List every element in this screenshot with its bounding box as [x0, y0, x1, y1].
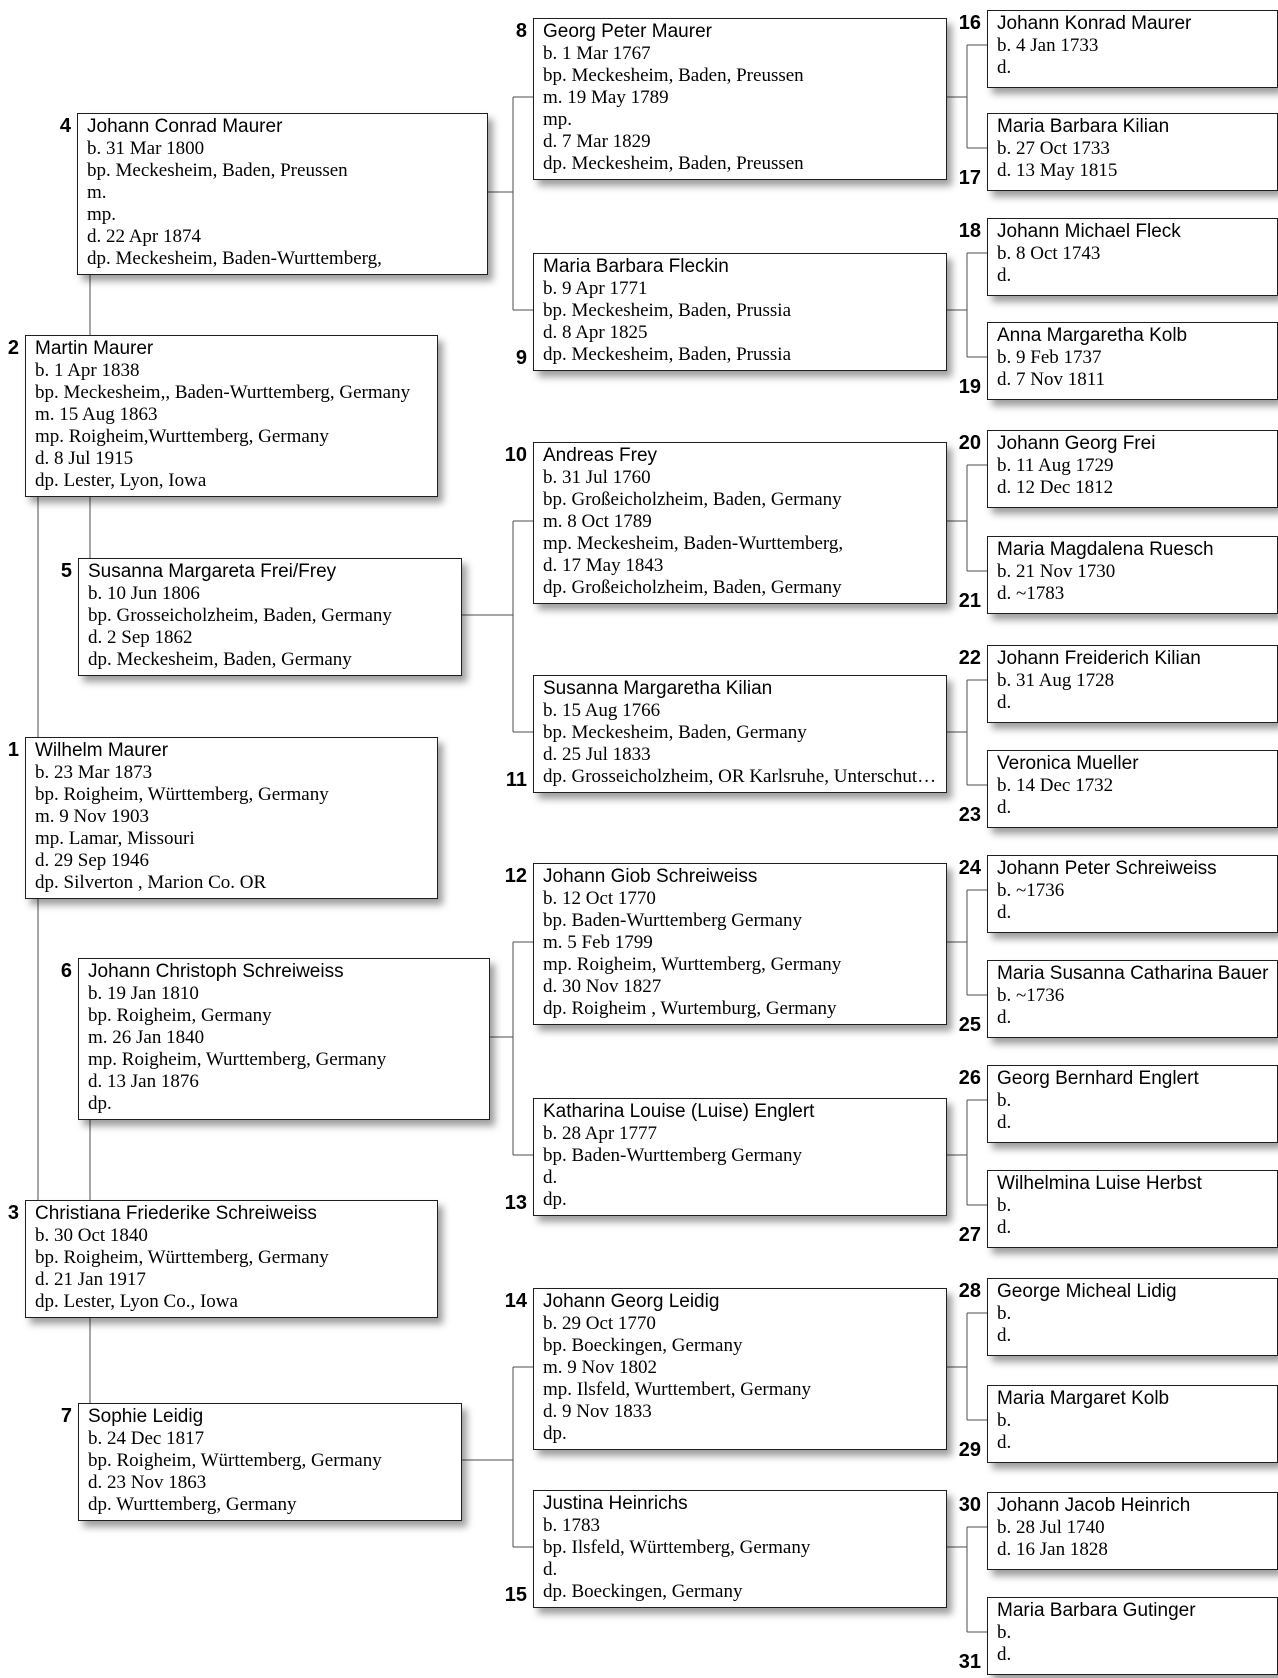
person-box-7[interactable]	[78, 1403, 462, 1521]
person-name: Justina Heinrichs	[543, 1493, 688, 1514]
person-box-14[interactable]	[533, 1288, 947, 1450]
person-detail: b. ~1736	[997, 985, 1065, 1006]
person-detail: bp. Meckesheim, Baden, Preussen	[543, 65, 804, 86]
person-box-31[interactable]	[987, 1597, 1278, 1675]
person-name: Andreas Frey	[543, 445, 658, 466]
person-detail: d.	[997, 1325, 1012, 1346]
person-detail: bp. Ilsfeld, Württemberg, Germany	[543, 1537, 811, 1558]
person-detail: bp. Baden-Wurttemberg Germany	[543, 1145, 802, 1166]
person-detail: bp. Roigheim, Württemberg, Germany	[35, 1247, 329, 1268]
person-detail: dp. Meckesheim, Baden, Germany	[88, 649, 352, 670]
person-detail: d.	[997, 1217, 1012, 1238]
person-detail: b.	[997, 1303, 1012, 1324]
person-number-25: 25	[958, 1014, 981, 1036]
person-detail: b.	[997, 1090, 1012, 1111]
person-number-17: 17	[958, 167, 981, 189]
person-number-7: 7	[60, 1405, 72, 1427]
person-detail: bp. Roigheim, Germany	[88, 1005, 272, 1026]
person-detail: d.	[997, 57, 1012, 78]
person-number-3: 3	[7, 1202, 19, 1224]
person-detail: b. ~1736	[997, 880, 1065, 901]
person-number-31: 31	[958, 1651, 981, 1673]
person-name: George Micheal Lidig	[997, 1281, 1177, 1302]
person-name: Susanna Margaretha Kilian	[543, 678, 773, 699]
person-number-27: 27	[958, 1224, 981, 1246]
person-detail: d. 13 May 1815	[997, 160, 1118, 181]
person-detail: b. 28 Jul 1740	[997, 1517, 1105, 1538]
person-number-16: 16	[958, 12, 981, 34]
person-number-9: 9	[515, 347, 527, 369]
person-detail: b. 9 Apr 1771	[543, 278, 648, 299]
person-name: Maria Susanna Catharina Bauer	[997, 963, 1269, 984]
person-detail: dp. Großeicholzheim, Baden, Germany	[543, 577, 842, 598]
person-box-28[interactable]	[987, 1278, 1278, 1356]
person-detail: d. 22 Apr 1874	[87, 226, 201, 247]
person-detail: m.	[87, 182, 107, 203]
person-detail: b.	[997, 1410, 1012, 1431]
person-name: Anna Margaretha Kolb	[997, 325, 1188, 346]
person-name: Johann Conrad Maurer	[87, 116, 283, 137]
person-detail: mp. Meckesheim, Baden-Wurttemberg,	[543, 533, 844, 554]
person-name: Johann Michael Fleck	[997, 221, 1181, 242]
person-detail: dp. Boeckingen, Germany	[543, 1581, 743, 1602]
person-box-29[interactable]	[987, 1385, 1278, 1463]
person-number-14: 14	[504, 1290, 527, 1312]
person-box-19[interactable]	[987, 322, 1278, 400]
person-name: Maria Magdalena Ruesch	[997, 539, 1214, 560]
person-detail: m. 15 Aug 1863	[35, 404, 158, 425]
person-detail: b. 4 Jan 1733	[997, 35, 1099, 56]
person-detail: b. 27 Oct 1733	[997, 138, 1110, 159]
person-box-30[interactable]	[987, 1492, 1278, 1570]
person-name: Veronica Mueller	[997, 753, 1139, 774]
person-box-27[interactable]	[987, 1170, 1278, 1248]
person-detail: d.	[543, 1559, 558, 1580]
person-detail: b. 31 Mar 1800	[87, 138, 205, 159]
person-box-26[interactable]	[987, 1065, 1278, 1143]
person-box-11[interactable]	[533, 675, 947, 793]
person-detail: d.	[997, 692, 1012, 713]
person-number-5: 5	[60, 560, 72, 582]
person-detail: b. 28 Apr 1777	[543, 1123, 657, 1144]
person-detail: mp. Roigheim, Wurttemberg, Germany	[88, 1049, 387, 1070]
person-detail: dp. Grosseicholzheim, OR Karlsruhe, Unterschut…	[543, 766, 937, 787]
person-name: Johann Georg Leidig	[543, 1291, 720, 1312]
person-detail: bp. Großeicholzheim, Baden, Germany	[543, 489, 842, 510]
person-box-10[interactable]	[533, 442, 947, 604]
person-name: Wilhelmina Luise Herbst	[997, 1173, 1202, 1194]
person-number-26: 26	[958, 1067, 981, 1089]
person-detail: bp. Meckesheim, Baden, Germany	[543, 722, 807, 743]
person-detail: d. 9 Nov 1833	[543, 1401, 652, 1422]
person-name: Johann Peter Schreiweiss	[997, 858, 1217, 879]
person-detail: d.	[997, 902, 1012, 923]
person-detail: bp. Baden-Wurttemberg Germany	[543, 910, 802, 931]
person-detail: dp. Wurttemberg, Germany	[88, 1494, 297, 1515]
person-detail: mp.	[87, 204, 117, 225]
person-detail: mp. Ilsfeld, Wurttembert, Germany	[543, 1379, 811, 1400]
person-detail: b. 14 Dec 1732	[997, 775, 1114, 796]
person-detail: d. 17 May 1843	[543, 555, 664, 576]
person-detail: dp.	[543, 1189, 567, 1210]
person-detail: b. 12 Oct 1770	[543, 888, 656, 909]
person-detail: d.	[997, 1432, 1012, 1453]
person-detail: b. 8 Oct 1743	[997, 243, 1101, 264]
person-detail: mp. Lamar, Missouri	[35, 828, 195, 849]
person-detail: dp. Meckesheim, Baden-Wurttemberg,	[87, 248, 382, 269]
person-detail: d. 7 Nov 1811	[997, 369, 1106, 390]
person-detail: bp. Meckesheim, Baden, Preussen	[87, 160, 348, 181]
person-name: Johann Konrad Maurer	[997, 13, 1192, 34]
person-name: Johann Giob Schreiweiss	[543, 866, 758, 887]
person-detail: mp.	[543, 109, 573, 130]
person-detail: b. 11 Aug 1729	[997, 455, 1114, 476]
person-detail: d. 2 Sep 1862	[88, 627, 193, 648]
person-number-30: 30	[958, 1494, 981, 1516]
person-box-18[interactable]	[987, 218, 1278, 296]
person-detail: d.	[543, 1167, 558, 1188]
person-name: Maria Margaret Kolb	[997, 1388, 1170, 1409]
person-detail: dp. Silverton , Marion Co. OR	[35, 872, 267, 893]
person-number-24: 24	[958, 857, 981, 879]
person-detail: d. 23 Nov 1863	[88, 1472, 207, 1493]
person-name: Georg Bernhard Englert	[997, 1068, 1199, 1089]
person-name: Maria Barbara Gutinger	[997, 1600, 1196, 1621]
person-name: Johann Georg Frei	[997, 433, 1156, 454]
person-detail: bp. Roigheim, Württemberg, Germany	[35, 784, 329, 805]
person-detail: bp. Roigheim, Württemberg, Germany	[88, 1450, 382, 1471]
person-detail: m. 8 Oct 1789	[543, 511, 652, 532]
person-detail: bp. Meckesheim,, Baden-Wurttemberg, Germany	[35, 382, 411, 403]
person-name: Johann Freiderich Kilian	[997, 648, 1201, 669]
person-detail: d. 16 Jan 1828	[997, 1539, 1108, 1560]
person-detail: b. 31 Jul 1760	[543, 467, 651, 488]
person-box-16[interactable]	[987, 10, 1278, 88]
person-number-20: 20	[958, 432, 981, 454]
person-detail: b. 1783	[543, 1515, 600, 1536]
person-detail: b.	[997, 1195, 1012, 1216]
person-number-10: 10	[504, 444, 527, 466]
person-name: Johann Jacob Heinrich	[997, 1495, 1191, 1516]
person-number-8: 8	[515, 20, 527, 42]
person-detail: b. 23 Mar 1873	[35, 762, 153, 783]
person-number-11: 11	[505, 769, 527, 791]
person-detail: d. 13 Jan 1876	[88, 1071, 199, 1092]
person-box-6[interactable]	[78, 958, 490, 1120]
person-box-3[interactable]	[25, 1200, 438, 1318]
person-number-23: 23	[958, 804, 981, 826]
person-box-15[interactable]	[533, 1490, 947, 1608]
person-detail: b. 1 Mar 1767	[543, 43, 651, 64]
person-number-13: 13	[504, 1192, 527, 1214]
person-number-1: 1	[7, 739, 19, 761]
person-number-29: 29	[958, 1439, 981, 1461]
person-detail: mp. Roigheim, Wurttemberg, Germany	[543, 954, 842, 975]
person-detail: m. 9 Nov 1802	[543, 1357, 657, 1378]
person-detail: bp. Boeckingen, Germany	[543, 1335, 743, 1356]
person-detail: dp.	[543, 1423, 567, 1444]
person-detail: b. 29 Oct 1770	[543, 1313, 656, 1334]
person-number-12: 12	[504, 865, 527, 887]
person-box-13[interactable]	[533, 1098, 947, 1216]
person-detail: m. 5 Feb 1799	[543, 932, 653, 953]
person-box-25[interactable]	[987, 960, 1278, 1038]
person-detail: d.	[997, 1007, 1012, 1028]
person-name: Susanna Margareta Frei/Frey	[88, 561, 337, 582]
person-name: Johann Christoph Schreiweiss	[88, 961, 344, 982]
person-box-12[interactable]	[533, 863, 947, 1025]
person-box-1[interactable]	[25, 737, 438, 899]
person-detail: b. 19 Jan 1810	[88, 983, 199, 1004]
person-detail: d.	[997, 1112, 1012, 1133]
person-detail: mp. Roigheim,Wurttemberg, Germany	[35, 426, 329, 447]
person-box-5[interactable]	[78, 558, 462, 676]
person-name: Christiana Friederike Schreiweiss	[35, 1203, 317, 1224]
person-box-21[interactable]	[987, 536, 1278, 614]
person-name: Martin Maurer	[35, 338, 154, 359]
person-box-22[interactable]	[987, 645, 1278, 723]
person-detail: b. 30 Oct 1840	[35, 1225, 148, 1246]
person-box-4[interactable]	[77, 113, 488, 275]
person-detail: dp. Roigheim , Wurtemburg, Germany	[543, 998, 837, 1019]
person-number-22: 22	[958, 647, 981, 669]
person-detail: dp.	[88, 1093, 112, 1114]
person-detail: b. 31 Aug 1728	[997, 670, 1115, 691]
person-name: Sophie Leidig	[88, 1406, 204, 1427]
person-name: Georg Peter Maurer	[543, 21, 712, 42]
person-name: Wilhelm Maurer	[35, 740, 169, 761]
person-number-2: 2	[7, 337, 19, 359]
person-detail: d. 7 Mar 1829	[543, 131, 651, 152]
person-number-4: 4	[59, 115, 71, 137]
person-detail: m. 19 May 1789	[543, 87, 669, 108]
person-detail: dp. Meckesheim, Baden, Prussia	[543, 344, 792, 365]
person-detail: d. 29 Sep 1946	[35, 850, 149, 871]
person-box-24[interactable]	[987, 855, 1278, 933]
person-box-20[interactable]	[987, 430, 1278, 508]
person-detail: bp. Meckesheim, Baden, Prussia	[543, 300, 792, 321]
person-detail: b. 24 Dec 1817	[88, 1428, 205, 1449]
person-detail: m. 26 Jan 1840	[88, 1027, 205, 1048]
person-box-9[interactable]	[533, 253, 947, 371]
person-detail: dp. Lester, Lyon, Iowa	[35, 470, 207, 491]
person-detail: d. 30 Nov 1827	[543, 976, 662, 997]
person-detail: b. 15 Aug 1766	[543, 700, 661, 721]
person-detail: b. 10 Jun 1806	[88, 583, 200, 604]
person-box-8[interactable]	[533, 18, 947, 180]
person-name: Maria Barbara Kilian	[997, 116, 1170, 137]
person-box-2[interactable]	[25, 335, 438, 497]
person-detail: d. 12 Dec 1812	[997, 477, 1114, 498]
person-detail: dp. Lester, Lyon Co., Iowa	[35, 1291, 238, 1312]
person-detail: b. 1 Apr 1838	[35, 360, 140, 381]
person-detail: bp. Grosseicholzheim, Baden, Germany	[88, 605, 392, 626]
person-detail: d. 21 Jan 1917	[35, 1269, 146, 1290]
person-name: Maria Barbara Fleckin	[543, 256, 729, 277]
person-detail: dp. Meckesheim, Baden, Preussen	[543, 153, 804, 174]
person-detail: d.	[997, 265, 1012, 286]
person-number-6: 6	[60, 960, 72, 982]
person-detail: b. 9 Feb 1737	[997, 347, 1102, 368]
person-number-21: 21	[958, 590, 981, 612]
person-detail: m. 9 Nov 1903	[35, 806, 149, 827]
person-detail: d. ~1783	[997, 583, 1065, 604]
person-detail: d. 25 Jul 1833	[543, 744, 651, 765]
person-detail: d.	[997, 1644, 1012, 1665]
person-number-28: 28	[958, 1280, 981, 1302]
person-number-19: 19	[958, 376, 981, 398]
person-detail: b. 21 Nov 1730	[997, 561, 1116, 582]
person-number-15: 15	[504, 1584, 527, 1606]
person-detail: d. 8 Apr 1825	[543, 322, 648, 343]
person-detail: b.	[997, 1622, 1012, 1643]
person-detail: d. 8 Jul 1915	[35, 448, 134, 469]
person-box-23[interactable]	[987, 750, 1278, 828]
person-detail: d.	[997, 797, 1012, 818]
person-name: Katharina Louise (Luise) Englert	[543, 1101, 815, 1122]
person-number-18: 18	[958, 220, 981, 242]
person-box-17[interactable]	[987, 113, 1278, 191]
